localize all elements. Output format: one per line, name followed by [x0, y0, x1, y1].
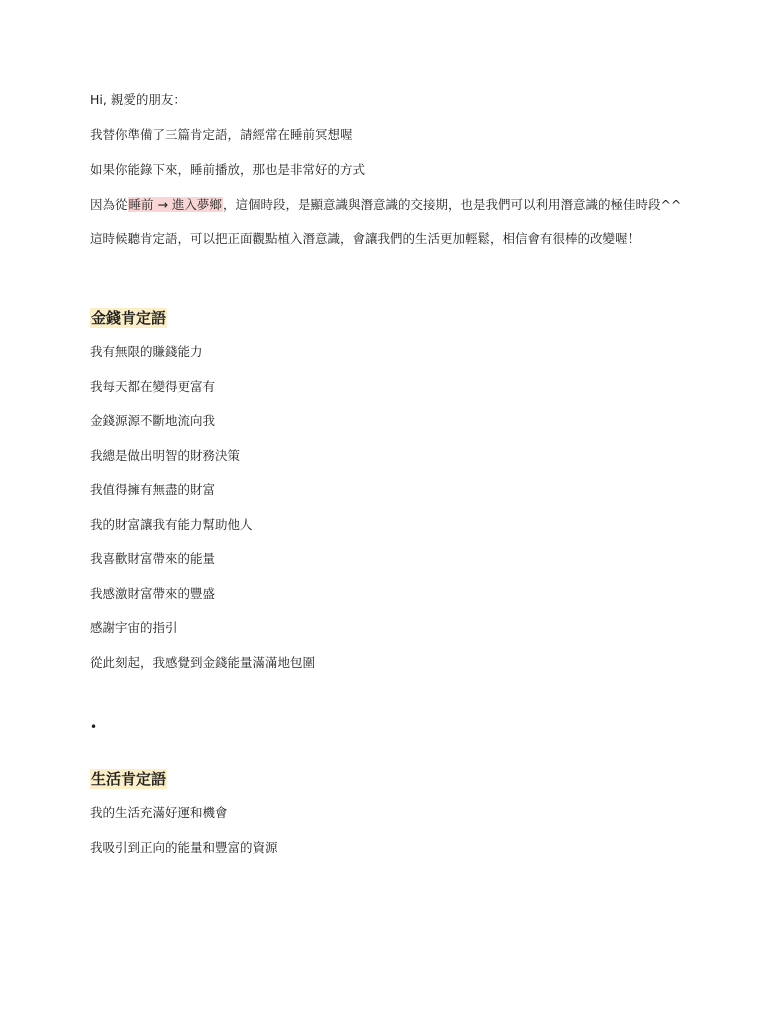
intro-line-3-after: ，這個時段，是顯意識與潛意識的交接期，也是我們可以利用潛意識的極佳時段^^ — [222, 197, 682, 212]
affirmation-item: 我吸引到正向的能量和豐富的資源 — [90, 839, 278, 855]
affirmation-item: 我每天都在變得更富有 — [90, 378, 216, 394]
greeting: Hi, 親愛的朋友： — [90, 92, 186, 107]
affirmation-item: 金錢源源不斷地流向我 — [90, 413, 216, 428]
affirmation-item: 我有無限的賺錢能力 — [90, 344, 203, 359]
affirmation-item: 我值得擁有無盡的財富 — [90, 482, 216, 497]
intro-line-4: 這時候聽肯定語，可以把正面觀點植入潛意識，會讓我們的生活更加輕鬆，相信會有很棒的改變喔！ — [90, 231, 641, 246]
separator-bullet: • — [90, 720, 98, 734]
life-affirmation-list — [90, 803, 690, 857]
life-section — [90, 769, 690, 857]
affirmation-item: 我喜歡財富帶來的能量 — [90, 551, 216, 566]
affirmation-item: 我總是做出明智的財務決策 — [90, 447, 241, 463]
document-body — [90, 90, 690, 872]
intro-section — [90, 90, 690, 248]
intro-line-1: 我替你準備了三篇肯定語，請經常在睡前冥想喔 — [90, 127, 353, 142]
money-affirmation-list — [90, 342, 690, 672]
intro-line-2: 如果你能錄下來，睡前播放，那也是非常好的方式 — [90, 162, 366, 177]
affirmation-item: 感謝宇宙的指引 — [90, 620, 178, 635]
affirmation-item: 我感激財富帶來的豐盛 — [90, 585, 216, 601]
intro-line-3 — [90, 195, 690, 214]
life-section-title: 生活肯定語 — [91, 770, 167, 788]
affirmation-item: 從此刻起，我感覺到金錢能量滿滿地包圍 — [90, 654, 316, 670]
affirmation-item: 我的財富讓我有能力幫助他人 — [90, 516, 253, 532]
money-section-title: 金錢肯定語 — [91, 309, 167, 327]
intro-line-3-before: 因為從 — [90, 197, 128, 212]
money-section — [90, 308, 690, 672]
highlighted-phrase: 睡前 → 進入夢鄉 — [128, 197, 222, 212]
affirmation-item: 我的生活充滿好運和機會 — [90, 805, 228, 820]
